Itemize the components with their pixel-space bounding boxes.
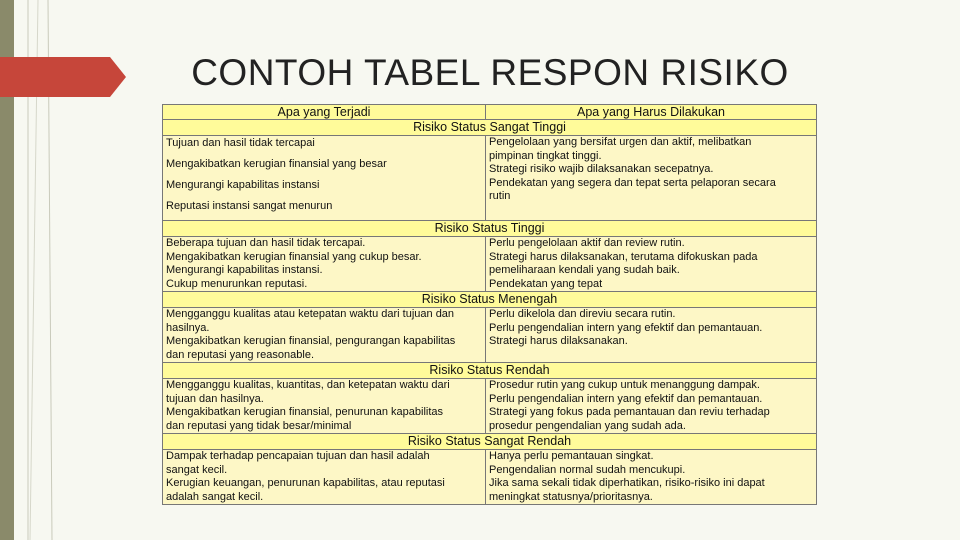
status-row bbox=[163, 434, 817, 450]
table-row bbox=[163, 136, 817, 221]
cell-line: Perlu pengendalian intern yang efektif dan pemantauan. bbox=[489, 392, 763, 405]
cell-line: dan reputasi yang tidak besar/minimal bbox=[166, 419, 352, 432]
risk-status-label: Risiko Status Sangat Rendah bbox=[163, 434, 817, 450]
cell-line: Perlu pengendalian intern yang efektif dan pemantauan. bbox=[489, 321, 763, 334]
table-row bbox=[163, 450, 817, 505]
risk-status-label: Risiko Status Sangat Tinggi bbox=[163, 120, 817, 136]
cell-line: Pendekatan yang segera dan tepat serta pelaporan secara bbox=[489, 176, 776, 189]
table-header-row bbox=[163, 105, 817, 120]
status-row bbox=[163, 221, 817, 237]
table-row bbox=[163, 379, 817, 434]
cell-line: prosedur pengendalian yang sudah ada. bbox=[489, 419, 686, 432]
cell-line: Dampak terhadap pencapaian tujuan dan hasil adalah bbox=[166, 450, 430, 462]
what-happens-cell bbox=[163, 379, 486, 434]
cell-line: Mengakibatkan kerugian finansial yang cukup besar. bbox=[166, 250, 422, 263]
cell-line: dan reputasi yang reasonable. bbox=[166, 348, 314, 361]
cell-line: Pendekatan yang tepat bbox=[489, 277, 603, 290]
header-what-happens: Apa yang Terjadi bbox=[163, 105, 486, 120]
status-row bbox=[163, 363, 817, 379]
cell-line: tujuan dan hasilnya. bbox=[166, 392, 264, 405]
cell-line: Perlu pengelolaan aktif dan review rutin. bbox=[489, 237, 685, 249]
what-to-do-cell bbox=[486, 308, 817, 363]
cell-line: Mengganggu kualitas atau ketepatan waktu dari tujuan dan bbox=[166, 308, 455, 320]
what-to-do-cell bbox=[486, 450, 817, 505]
status-row bbox=[163, 120, 817, 136]
cell-line: Mengakibatkan kerugian finansial, penurunan kapabilitas bbox=[166, 406, 444, 418]
risk-response-table bbox=[162, 104, 817, 505]
risk-status-label: Risiko Status Tinggi bbox=[163, 221, 817, 237]
cell-line: Strategi yang fokus pada pemantauan dan reviu terhadap bbox=[489, 406, 770, 418]
status-row bbox=[163, 292, 817, 308]
cell-line: pimpinan tingkat tinggi. bbox=[489, 149, 602, 162]
cell-line: sangat kecil. bbox=[166, 463, 228, 476]
cell-line: Beberapa tujuan dan hasil tidak tercapai. bbox=[166, 237, 366, 249]
risk-status-label: Risiko Status Menengah bbox=[163, 292, 817, 308]
cell-line: Perlu dikelola dan direviu secara rutin. bbox=[489, 308, 676, 320]
what-happens-cell bbox=[163, 237, 486, 292]
cell-line: Strategi harus dilaksanakan, terutama difokuskan pada bbox=[489, 250, 758, 263]
cell-line: Tujuan dan hasil tidak tercapai bbox=[166, 137, 315, 149]
cell-line: Strategi risiko wajib dilaksanakan secepatnya. bbox=[489, 163, 714, 175]
cell-line: rutin bbox=[489, 190, 511, 202]
cell-line: Hanya perlu pemantauan singkat. bbox=[489, 450, 654, 462]
cell-line: Pengendalian normal sudah mencukupi. bbox=[489, 463, 686, 476]
cell-line: Mengurangi kapabilitas instansi. bbox=[166, 264, 323, 276]
cell-line: Pengelolaan yang bersifat urgen dan aktif, melibatkan bbox=[489, 136, 752, 148]
cell-line: meningkat statusnya/prioritasnya. bbox=[489, 490, 653, 503]
cell-line: Reputasi instansi sangat menurun bbox=[166, 200, 333, 212]
cell-line: Mengakibatkan kerugian finansial yang besar bbox=[166, 158, 387, 170]
cell-line: Cukup menurunkan reputasi. bbox=[166, 277, 308, 290]
what-to-do-cell bbox=[486, 379, 817, 434]
cell-line: Mengakibatkan kerugian finansial, pengurangan kapabilitas bbox=[166, 335, 456, 347]
cell-line: Prosedur rutin yang cukup untuk menanggung dampak. bbox=[489, 379, 760, 391]
risk-status-label: Risiko Status Rendah bbox=[163, 363, 817, 379]
cell-line: hasilnya. bbox=[166, 321, 210, 334]
cell-line: Kerugian keuangan, penurunan kapabilitas, atau reputasi bbox=[166, 477, 445, 489]
header-what-to-do: Apa yang Harus Dilakukan bbox=[486, 105, 817, 120]
table-row bbox=[163, 308, 817, 363]
what-to-do-cell bbox=[486, 237, 817, 292]
table-row bbox=[163, 237, 817, 292]
cell-line: Mengurangi kapabilitas instansi bbox=[166, 179, 320, 191]
what-to-do-cell bbox=[486, 136, 817, 221]
slide-title: CONTOH TABEL RESPON RISIKO bbox=[191, 52, 789, 93]
cell-line: Strategi harus dilaksanakan. bbox=[489, 335, 628, 347]
what-happens-cell bbox=[163, 136, 486, 221]
cell-line: adalah sangat kecil. bbox=[166, 490, 264, 503]
what-happens-cell bbox=[163, 450, 486, 505]
cell-line: pemeliharaan kendali yang sudah baik. bbox=[489, 264, 680, 276]
what-happens-cell bbox=[163, 308, 486, 363]
cell-line: Mengganggu kualitas, kuantitas, dan ketepatan waktu dari bbox=[166, 379, 450, 391]
cell-line: Jika sama sekali tidak diperhatikan, risiko-risiko ini dapat bbox=[489, 477, 765, 489]
